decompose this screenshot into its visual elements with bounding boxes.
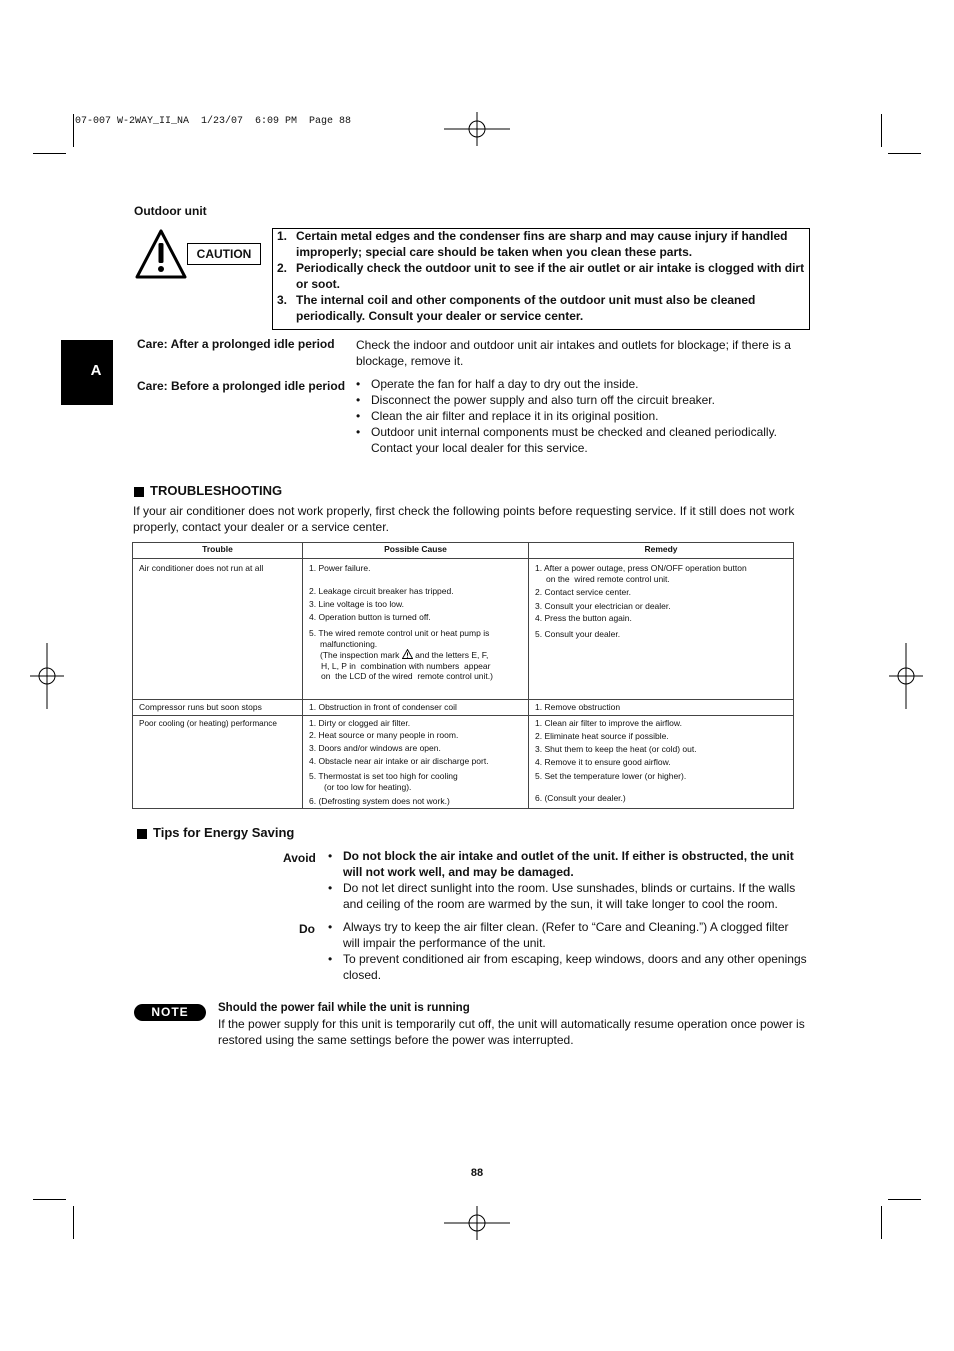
- trouble-cell: Air conditioner does not run at all: [133, 559, 303, 700]
- troubleshooting-heading: TROUBLESHOOTING: [150, 483, 283, 498]
- caution-item: 3.: [277, 293, 288, 307]
- caution-item: 2.: [277, 261, 288, 275]
- caution-item-text: The internal coil and other components of the outdoor unit must also be cleaned periodically. Consult your dealer or service center.: [296, 293, 756, 323]
- section-tab-label: A: [90, 362, 102, 379]
- registration-mark-icon: [444, 112, 510, 146]
- table-header-row: [133, 543, 794, 559]
- registration-mark-icon: [30, 643, 64, 709]
- warning-triangle-icon: [134, 228, 188, 280]
- troubleshooting-table: [132, 542, 794, 809]
- note-text: If the power supply for this unit is temporarily cut off, the unit will automatically resume operation once power is restored using the same settings before the power was interrupted.: [218, 1017, 805, 1047]
- caution-label: CAUTION: [187, 243, 261, 265]
- remedy-cell: 1. Clean air filter to improve the airflow. 2. Eliminate heat source if possible. 3. Shut them to keep the heat (or cold) out. 4. Remove it to ensure good airflow. 5. Set the temperature lower (or higher). 6. (Consult your dealer.): [529, 716, 794, 809]
- avoid-label: Avoid: [283, 851, 316, 865]
- cause-cell: 1. Power failure. 2. Leakage circuit breaker has tripped. 3. Line voltage is too low. 4. Operation button is turned off. 5. The wired remote control unit or heat pump is malfunctioning. (The inspection mark and the letters E, F, H, L, P in combination with numbers appear on the LCD of the wired remote control unit.): [303, 559, 529, 700]
- table-row: [133, 716, 794, 809]
- crop-mark: [73, 114, 74, 147]
- caution-item-text: Periodically check the outdoor unit to see if the air outlet or air intake is clogged with dirt or soot.: [296, 261, 805, 291]
- trouble-cell: Poor cooling (or heating) performance: [133, 716, 303, 809]
- inspection-note: (The inspection mark and the letters E, F,: [320, 650, 489, 660]
- care-after-label: Care: After a prolonged idle period: [137, 337, 335, 351]
- caution-item: 1.: [277, 229, 288, 243]
- square-bullet-icon: [137, 829, 147, 839]
- registration-mark-icon: [889, 643, 923, 709]
- remedy-cell: 1. Remove obstruction: [529, 700, 794, 716]
- square-bullet-icon: [134, 487, 144, 497]
- warning-triangle-icon: [402, 649, 413, 659]
- troubleshooting-intro: If your air conditioner does not work properly, first check the following points before requesting service. If it still does not work properly, contact your dealer or a service center.: [133, 504, 795, 534]
- crop-mark: [881, 114, 882, 147]
- trouble-cell: Compressor runs but soon stops: [133, 700, 303, 716]
- care-before-label: Care: Before a prolonged idle period: [137, 379, 346, 393]
- crop-mark: [33, 153, 66, 154]
- energy-heading: Tips for Energy Saving: [153, 825, 295, 840]
- note-badge: NOTE: [134, 1004, 206, 1021]
- crop-mark: [881, 1206, 882, 1239]
- column-header: Remedy: [529, 543, 794, 559]
- crop-mark: [33, 1199, 66, 1200]
- registration-mark-icon: [444, 1206, 510, 1240]
- care-after-text: Check the indoor and outdoor unit air intakes and outlets for blockage; if there is a blockage, remove it.: [356, 338, 791, 368]
- cause-cell: 1. Dirty or clogged air filter. 2. Heat source or many people in room. 3. Doors and/or windows are open. 4. Obstacle near air intake or air discharge port. 5. Thermostat is set too high for cooling (or too low for heating). 6. (Defrosting system does not work.): [303, 716, 529, 809]
- column-header: Trouble: [133, 543, 303, 559]
- column-header: Possible Cause: [303, 543, 529, 559]
- crop-mark: [888, 153, 921, 154]
- table-row: [133, 559, 794, 700]
- crop-mark: [888, 1199, 921, 1200]
- page-number: 88: [470, 1167, 484, 1179]
- outdoor-unit-heading: Outdoor unit: [134, 204, 207, 218]
- cause-cell: 1. Obstruction in front of condenser coil: [303, 700, 529, 716]
- table-row: [133, 700, 794, 716]
- do-label: Do: [299, 922, 315, 936]
- crop-mark: [73, 1206, 74, 1239]
- caution-item-text: Certain metal edges and the condenser fins are sharp and may cause injury if handled improperly; special care should be taken when you clean these parts.: [296, 229, 788, 259]
- remedy-cell: 1. After a power outage, press ON/OFF operation button on the wired remote control unit. 2. Contact service center. 3. Consult your electrician or dealer. 4. Press the button again. 5. Consult your dealer.: [529, 559, 794, 700]
- note-title: Should the power fail while the unit is running: [218, 1002, 470, 1014]
- print-header: 07-007 W-2WAY_II_NA 1/23/07 6:09 PM Page 88: [75, 116, 352, 127]
